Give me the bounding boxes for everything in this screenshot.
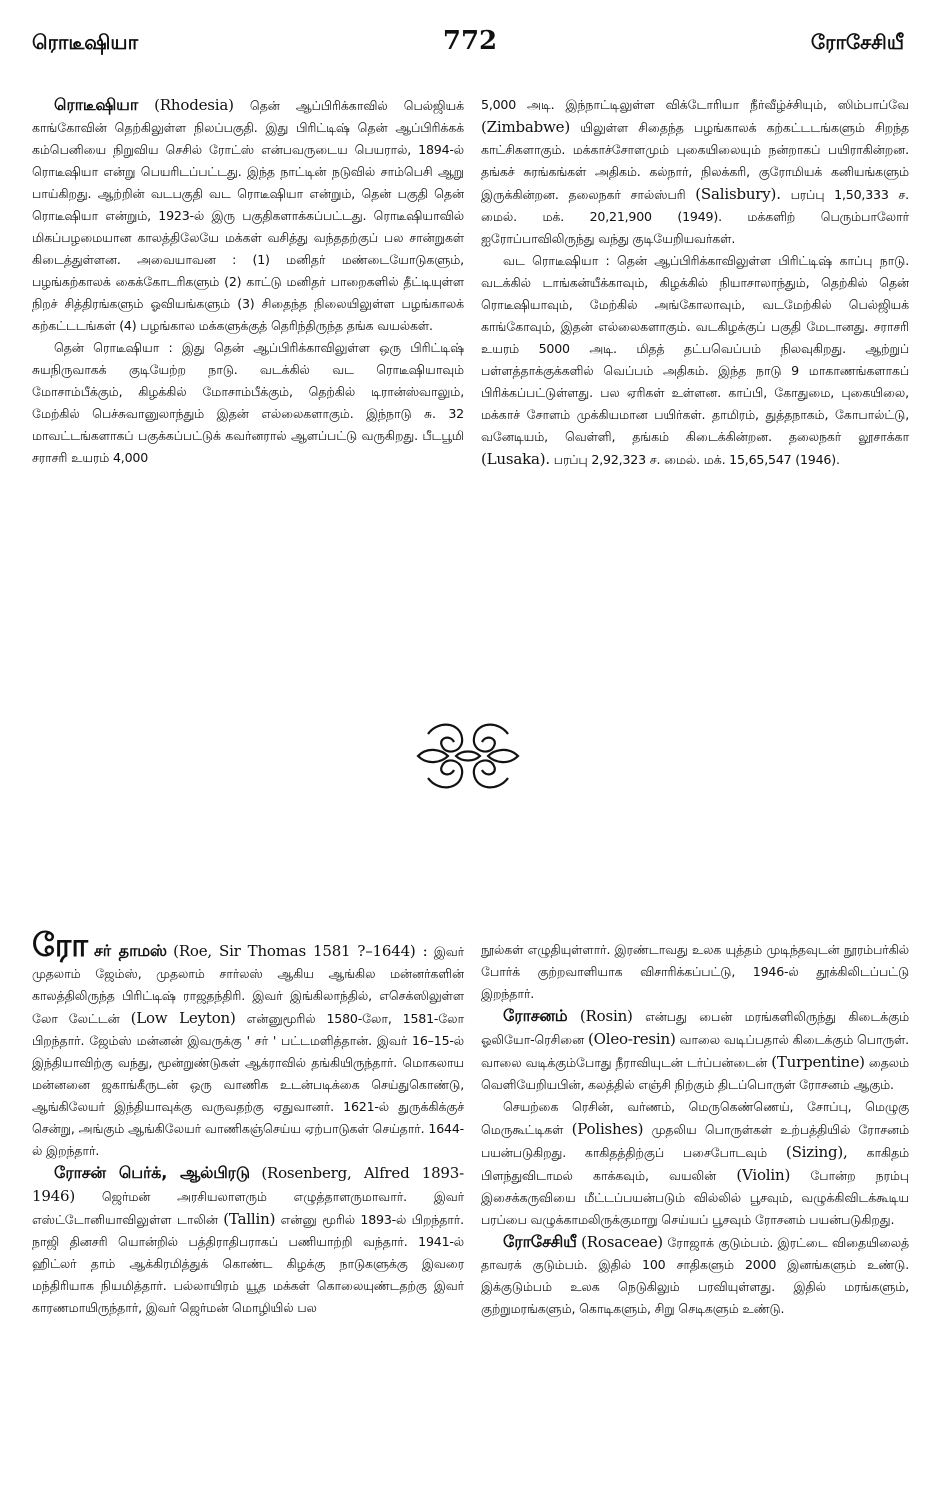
text-run: முதலிய பொருள்கள் உற்பத்தியில் ரோசனம் பயன்படுகிறது. காகிதத்திற்குப் பசைபோடவும் (481, 1122, 909, 1160)
entry-heading: சர் தாமஸ் (94, 941, 167, 960)
latin-term: (Oleo-resin) (588, 1030, 676, 1048)
entry-heading: ரோசனம் (503, 1006, 568, 1025)
paragraph-rosin-uses (481, 1096, 909, 1231)
entry-rosin (481, 1005, 909, 1096)
paragraph-north-rhodesia (481, 250, 909, 471)
text-run: என்னு மூரில் 1893-ல் பிறந்தார். நாஜி தினசரி யொன்றில் பத்திராதிபராகப் பணியாற்றி வந்தார். 1941-ல் ஹிட்லர் தாம் ஆக்கிரமித்துக் கொண்ட கிழக்கு நாடுகளுக்கு இவரை மந்திரியாக நியமித்தார். பல்லாயிரம் யூத மக்கள் கொலையுண்டதற்கு இவர் காரணமாயிருந்தார், இவர் ஜெர்மன் மொழியில் பல (32, 1212, 464, 1315)
entry-heading-large: ரோ (32, 926, 88, 964)
page-number: 772 (442, 26, 498, 56)
column-bottom-left (32, 926, 464, 1319)
text-run: போன்ற நரம்பு இசைக்கருவியை மீட்டப்பயன்படும் வில்லில் பூசவும், வழுக்கிவிடக்கூடிய பரப்பை வழுக்காமலிருக்குமாறு செய்யப் பூசவும் ரோசனம் பயன்படுகிறது. (481, 1168, 909, 1227)
text-run: செயற்கை ரெசின், வர்ணம், மெருகெண்ணெய், சோப்பு, மெழுகு மெருகூட்டிகள் (481, 1099, 909, 1137)
running-head-right: ரோசேசியீ (810, 30, 904, 54)
entry-rhodesia (32, 94, 464, 337)
column-bottom-right (481, 939, 909, 1320)
latin-term: (Rosaceae) (581, 1233, 663, 1251)
text-run: என்பது பைன் மரங்களிலிருந்து கிடைக்கும் ஓலியோ-ரெசினை (481, 1009, 910, 1047)
entry-heading: ரொடீஷியா (54, 95, 139, 114)
text-run: என்னுமூரில் 1580-லோ, 1581-லோ பிறந்தார். ஜேம்ஸ் மன்னன் இவருக்கு ' சர் ' பட்டமளித்தான். இவர் 16–15-ல் இந்தியாவிற்கு வந்து, மூன்றுண்டுகள் ஆக்ராவில் தங்கியிருந்தார். மொகலாய மன்னனை ஜகாங்கீருடன் ஒரு வாணிக உடன்படிக்கை செய்துகொண்டு, ஆங்கிலேயர் இந்தியாவுக்கு வருவதற்கு ஏதுவானர். 1621-ல் துருக்கிக்குச் சென்று, அங்கும் ஆங்கிலேயர் வாணிகஞ்செய்ய ஏற்பாடுகள் செய்தார். 1644-ல் இறந்தார். (32, 1011, 464, 1158)
entry-heading: ரோசேசியீ (503, 1232, 577, 1251)
text-run: ரோஜாக் குடும்பம். இரட்டை விதையிலைத் தாவரக் குடும்பம். இதில் 100 சாதிகளும் 2000 இனங்களும் உண்டு. இக்குடும்பம் உலக நெடுகிலும் பரவியுள்ளது. இதில் மரங்களும், குற்றுமரங்களும், கொடிகளும், சிறு செடிகளும் உண்டு. (481, 1235, 909, 1316)
text-run: வட ரொடீஷியா : தென் ஆப்பிரிக்காவிலுள்ள பிரிட்டிஷ் காப்பு நாடு. வடக்கில் டாங்கன்யீக்காவும், கிழக்கில் நியாசாலாந்தும், தெற்கில் தென் ரொடீஷியாவும், மேற்கில் அங்கோலாவும், வடமேற்கில் பெல்ஜியக் காங்கோவும், இதன் எல்லைகளாகும். வடகிழக்குப் பகுதி மேடானது. சராசரி உயரம் 5000 அடி. மிதத் தட்பவெப்பம் நிலவுகிறது. ஆற்றுப் பள்ளத்தாக்குக்களில் வெப்பம் அதிகம். இந்த நாடு 9 மாகாணங்களாகப் பிரிக்கப்பட்டுள்ளது. பல ஏரிகள் உள்ளன. காப்பி, கோதுமை, புகையிலை, மக்காச் சோளம் முக்கியமான பயிர்கள். தாமிரம், துத்தநாகம், கோபால்ட்டு, வனேடியம், வெள்ளி, தங்கம் கிடைக்கின்றன. தலைநகர் லூசாக்கா (481, 253, 909, 444)
latin-term: (Salisbury). (695, 185, 781, 203)
latin-term: (Violin) (736, 1166, 791, 1184)
text-run: பரப்பு 1,50,333 ச. மைல். மக். 20,21,900 (1949). மக்களிற் பெரும்பாலோர் ஐரோப்பாவிலிருந்து வந்து குடியேறியவர்கள். (481, 187, 909, 246)
latin-term: (Lusaka). (481, 450, 550, 468)
entry-rosaceae (481, 1231, 909, 1320)
entry-text: தென் ஆப்பிரிக்காவில் பெல்ஜியக் காங்கோவின் தெற்கிலுள்ள நிலப்பகுதி. இது பிரிட்டிஷ் தென் ஆப்பிரிக்கக் கம்பெனியை நிறுவிய செசில் ரோட்ஸ் என்பவருடைய பெயரால், 1894-ல் ரொடீஷியா என்று பெயரிடப்பட்டது. இந்த நாட்டின் நடுவில் சாம்பெசி ஆறு பாய்கிறது. ஆற்றின் வடபகுதி வட ரொடீஷியா என்றும், தென் பகுதி தென் ரொடீஷியா என்றும், 1923-ல் இரு பகுதிகளாக்கப்பட்டது. ரொடீஷியாவில் மிகப்பழமையான காலத்திலேயே மக்கள் வசித்து வந்ததற்குப் பல சான்றுகள் கிடைத்துள்ளன. அவையாவன : (1) மனிதர் மண்டையோடுகளும், பழங்கற்காலக் கைக்கோடரிகளும் (2) காட்டு மனிதர் பாறைகளில் தீட்டியுள்ள நிறச் சித்திரங்களும் ஓவியங்களும் (3) சிதைந்த நிலையிலுள்ள பழங்காலக் கற்கட்டடங்கள் (4) பழங்கால மக்களுக்குத் தெரிந்திருந்த தங்க வயல்கள். (32, 98, 464, 333)
latin-term: (Low Leyton) (130, 1009, 236, 1027)
paragraph-south-rhodesia: தென் ரொடீஷியா : இது தென் ஆப்பிரிக்காவிலுள்ள ஒரு பிரிட்டிஷ் சுயநிருவாகக் குடியேற்ற நாடு. வடக்கில் வட ரொடீஷியாவும் மோசாம்பீக்கும், கிழக்கில் மோசாம்பீக்கும், தெற்கில் டிரான்ஸ்வாலும், மேற்கில் பெச்சுவானுலாந்தும் இதன் எல்லைகளாகும். இந்நாடு சு. 32 மாவட்டங்களாகப் பகுக்கப்பட்டுக் கவர்னரால் ஆளப்பட்டு வருகிறது. பீடபூமி சராசரி உயரம் 4,000 (32, 340, 464, 465)
text-run: 5,000 அடி. இந்நாட்டிலுள்ள விக்டோரியா நீர்வீழ்ச்சியும், ஸிம்பாப்வே (481, 97, 909, 112)
running-head-left: ரொடீஷியா (32, 30, 139, 54)
text-run: இவர் முதலாம் ஜேம்ஸ், முதலாம் சார்லஸ் ஆகிய ஆங்கில மன்னர்களின் காலத்திலிருந்த பிரிட்டிஷ் ராஜதந்திரி. இவர் இங்கிலாந்தில், எசெக்ஸிலுள்ள லோ லேட்டன் (32, 944, 464, 1026)
column-top-right (481, 94, 909, 471)
latin-term: (Rosenberg, Alfred 1893-1946) (32, 1164, 464, 1205)
column-top-left (32, 94, 464, 469)
text-run: பரப்பு 2,92,323 ச. மைல். மக். 15,65,547 (1946). (553, 452, 840, 467)
text-run: யிலுள்ள சிதைந்த பழங்காலக் கற்கட்டடங்களும் சிறந்த காட்சிகளாகும். மக்காச்சோளமும் புகையிலையும் நன்றாகப் பயிராகின்றன. தங்கச் சுரங்கங்கள் அதிகம். கல்நார், நிலக்கரி, குரோமியக் கனியங்களும் இருக்கின்றன. தலைநகர் சால்ஸ்பரி (481, 120, 909, 202)
latin-term: (Rhodesia) (154, 96, 234, 114)
entry-heading: ரோசன் பெர்க், ஆல்பிரடு (54, 1163, 250, 1182)
text-run: ஜெர்மன் அரசியலாளரும் எழுத்தாளருமாவார். இவர் எஸ்ட்டோனியாவிலுள்ள டாலின் (32, 1189, 464, 1227)
entry-rosenberg (32, 1162, 464, 1319)
latin-term: (Sizing), (785, 1143, 848, 1161)
paragraph-continued: நூல்கள் எழுதியுள்ளார். இரண்டாவது உலக யுத்தம் முடிந்தவுடன் நூரம்பர்கில் போர்க் குற்றவாளியாக விசாரிக்கப்பட்டு, 1946-ல் தூக்கிலிடப்பட்டு இறந்தார். (481, 942, 909, 1001)
text-run: தைலம் வெளியேறியபின், கலத்தில் எஞ்சி நிற்கும் திடப்பொருள் ரோசனம் ஆகும். (481, 1055, 909, 1092)
latin-term: (Rosin) (579, 1007, 633, 1025)
text-run: வாலை வடிப்பதால் கிடைக்கும் பொருள். வாலை வடிக்கும்போது நீராவியுடன் டர்ப்பன்டைன் (481, 1032, 909, 1070)
text-run: காகிதம் பிளந்துவிடாமல் காக்கவும், வயலின் (481, 1145, 910, 1183)
latin-term: (Zimbabwe) (481, 118, 571, 136)
latin-term: (Polishes) (571, 1120, 644, 1138)
latin-term: (Turpentine) (771, 1053, 865, 1071)
decorative-fleuron-icon (408, 716, 528, 796)
latin-term: (Tallin) (223, 1210, 276, 1228)
entry-roe (32, 926, 464, 1162)
paragraph-continued (481, 94, 909, 250)
latin-term: (Roe, Sir Thomas 1581 ?–1644) : (173, 942, 428, 960)
